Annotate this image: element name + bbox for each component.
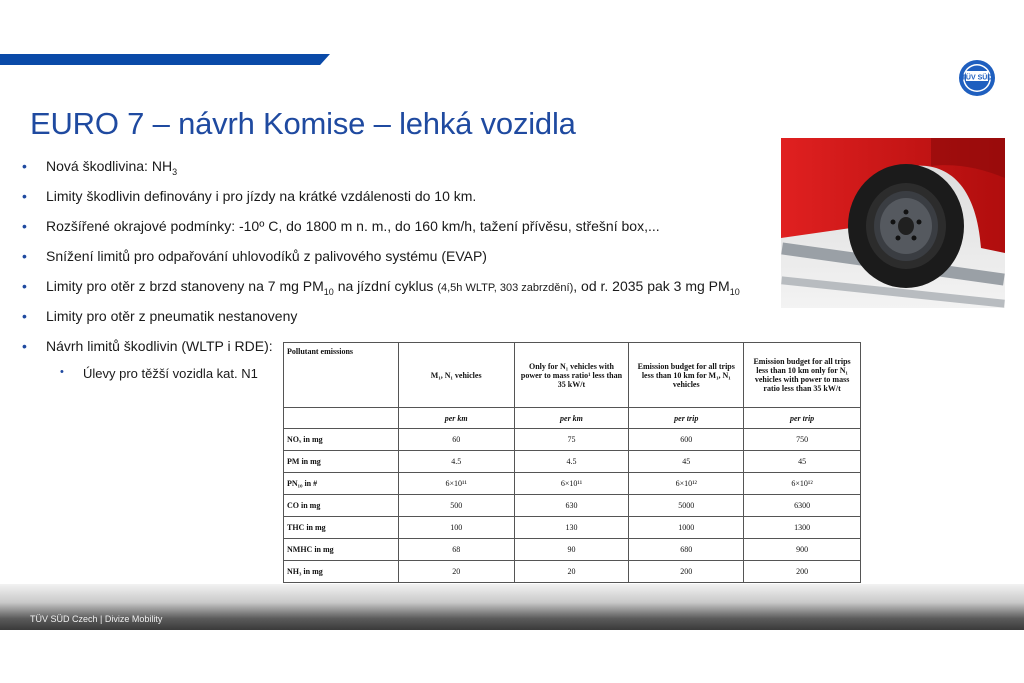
value-cell: 75 [514, 429, 629, 451]
table-row [284, 473, 861, 495]
row-label: PN₁₀ in # [284, 473, 399, 495]
value-cell: 5000 [629, 495, 744, 517]
value-cell: 60 [398, 429, 514, 451]
value-cell: 45 [744, 451, 861, 473]
table-row [284, 517, 861, 539]
column-header: Emission budget for all trips less than 10 km for M₁, N₁ vehicles [629, 343, 744, 408]
value-cell: 45 [629, 451, 744, 473]
value-cell: 200 [629, 561, 744, 583]
unit-cell: per trip [744, 408, 861, 429]
table-row [284, 539, 861, 561]
footer-text: TÜV SÜD Czech | Divize Mobility [30, 614, 163, 624]
value-cell: 200 [744, 561, 861, 583]
table-header-row [284, 343, 861, 408]
row-label: THC in mg [284, 517, 399, 539]
table-row [284, 561, 861, 583]
tuv-sud-logo [958, 59, 996, 97]
top-accent-bar [0, 54, 330, 65]
table-unit-row [284, 408, 861, 429]
value-cell: 100 [398, 517, 514, 539]
row-label: NH₃ in mg [284, 561, 399, 583]
value-cell: 680 [629, 539, 744, 561]
table-row [284, 429, 861, 451]
value-cell: 4.5 [398, 451, 514, 473]
unit-cell: per trip [629, 408, 744, 429]
value-cell: 600 [629, 429, 744, 451]
table-row [284, 495, 861, 517]
value-cell: 500 [398, 495, 514, 517]
value-cell: 1000 [629, 517, 744, 539]
value-cell: 20 [514, 561, 629, 583]
value-cell: 750 [744, 429, 861, 451]
value-cell: 6×10¹¹ [398, 473, 514, 495]
value-cell: 20 [398, 561, 514, 583]
table-row [284, 451, 861, 473]
value-cell: 90 [514, 539, 629, 561]
page-title: EURO 7 – návrh Komise – lehká vozidla [30, 106, 576, 141]
value-cell: 68 [398, 539, 514, 561]
value-cell: 1300 [744, 517, 861, 539]
row-label: PM in mg [284, 451, 399, 473]
value-cell: 6×10¹² [744, 473, 861, 495]
value-cell: 6×10¹² [629, 473, 744, 495]
unit-cell: per km [398, 408, 514, 429]
value-cell: 630 [514, 495, 629, 517]
table-corner-header: Pollutant emissions [284, 343, 399, 408]
value-cell: 6300 [744, 495, 861, 517]
unit-cell: per km [514, 408, 629, 429]
emission-limits-table [283, 342, 861, 583]
column-header: Emission budget for all trips less than 10 km only for N₁ vehicles with power to mass ratio less than 35 kW/t [744, 343, 861, 408]
row-label: CO in mg [284, 495, 399, 517]
column-header: Only for N₁ vehicles with power to mass ratio¹ less than 35 kW/t [514, 343, 629, 408]
row-label: NMHC in mg [284, 539, 399, 561]
row-label: NOₓ in mg [284, 429, 399, 451]
logo-text: TÜV SÜD [961, 74, 993, 82]
value-cell: 130 [514, 517, 629, 539]
value-cell: 4.5 [514, 451, 629, 473]
value-cell: 6×10¹¹ [514, 473, 629, 495]
car-wheel-photo [781, 138, 1005, 308]
column-header: M₁, N₁ vehicles [398, 343, 514, 408]
value-cell: 900 [744, 539, 861, 561]
